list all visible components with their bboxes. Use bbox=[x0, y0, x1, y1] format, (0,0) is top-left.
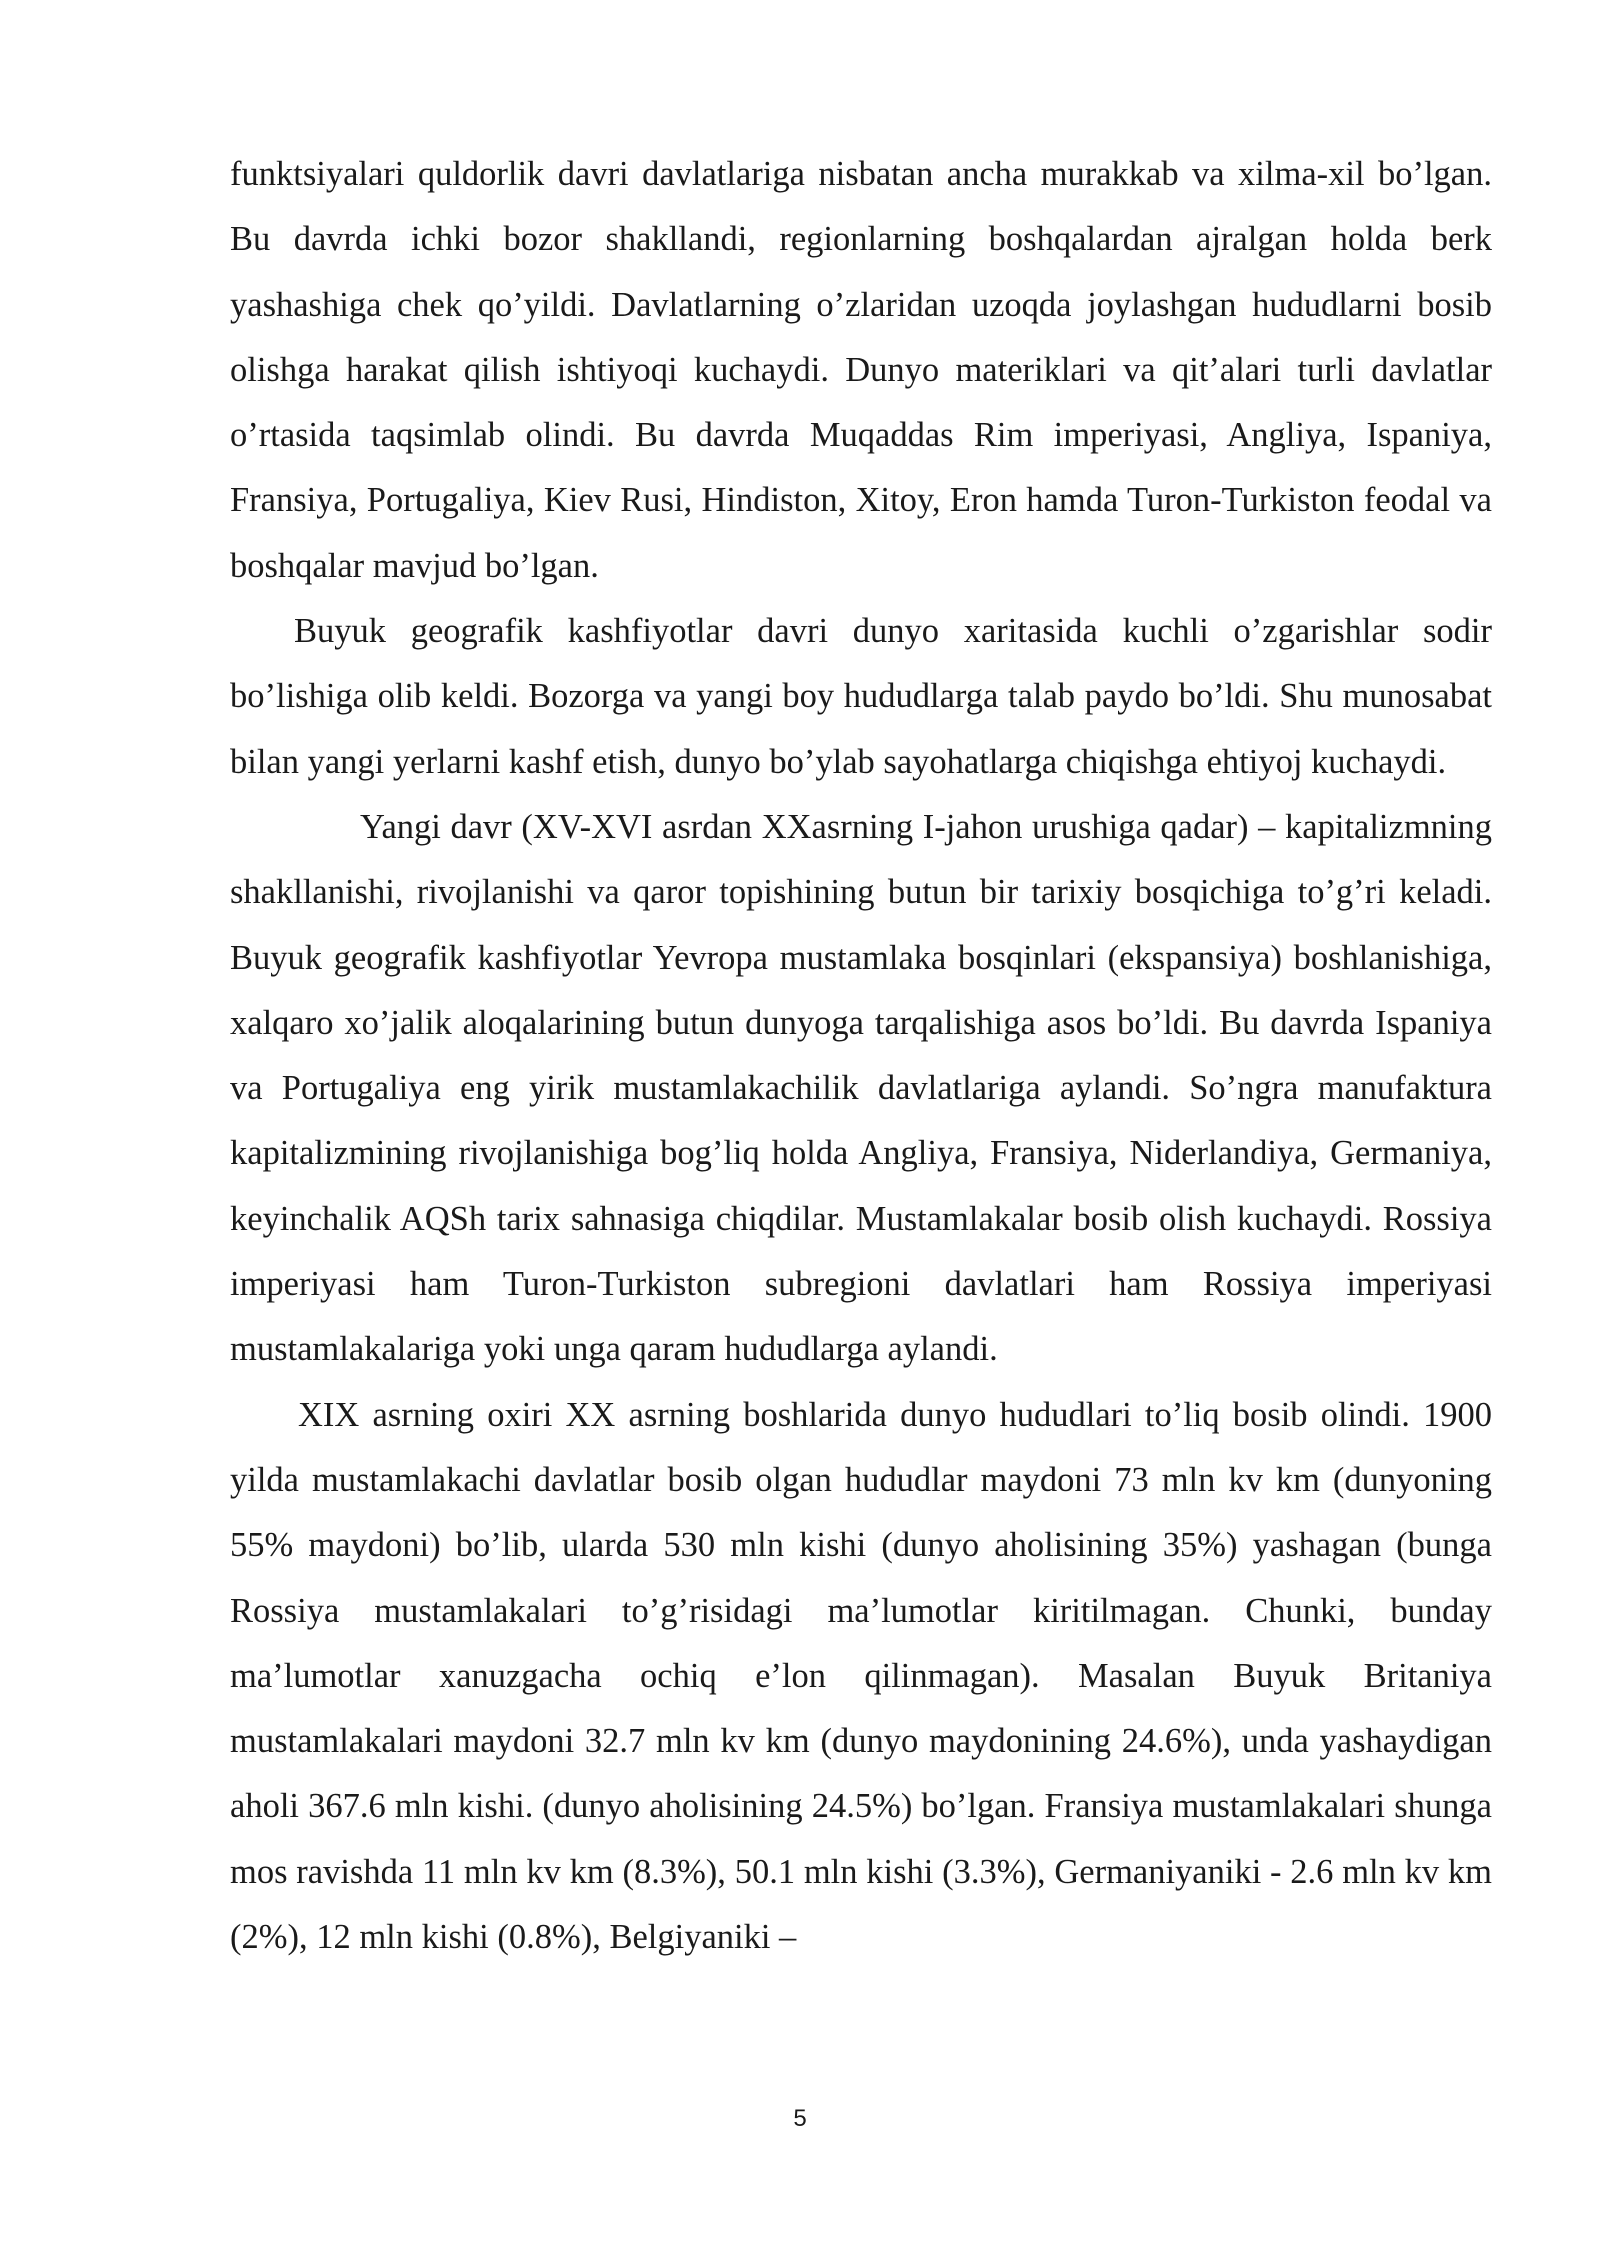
paragraph-colonial-statistics: XIX asrning oxiri XX asrning boshlarida dunyo hududlari to’liq bosib olindi. 1900 yilda mustamlakachi davlatlar bosib olgan hududlar maydoni 73 mln kv km (dunyoning 55% maydoni) bo’lib, ularda 530 mln kishi (dunyo aholisining 35%) yashagan (bunga Rossiya mustamlakalari to’g’risidagi ma’lumotlar kiritilmagan. Chunki, bunday ma’lumotlar xanuzgacha ochiq e’lon qilinmagan). Masalan Buyuk Britaniya mustamlakalari maydoni 32.7 mln kv km (dunyo maydonining 24.6%), unda yashaydigan aholi 367.6 mln kishi. (dunyo aholisining 24.5%) bo’lgan. Fransiya mustamlakalari shunga mos ravishda 11 mln kv km (8.3%), 50.1 mln kishi (3.3%), Germaniyaniki - 2.6 mln kv km (2%), 12 mln kishi (0.8%), Belgiyaniki – bbox=[230, 1395, 1492, 1957]
paragraph-new-era: Yangi davr (XV-XVI asrdan XXasrning I-jahon urushiga qadar) – kapitalizmning shakllanishi, rivojlanishi va qaror topishining butun bir tarixiy bosqichiga to’g’ri keladi. Buyuk geografik kashfiyotlar Yevropa mustamlaka bosqinlari (ekspansiya) boshlanishiga, xalqaro xo’jalik aloqalarining butun dunyoga tarqalishiga asos bo’ldi. Bu davrda Ispaniya va Portugaliya eng yirik mustamlakachilik davlatlariga aylandi. So’ngra manufaktura kapitalizmining rivojlanishiga bog’liq holda Angliya, Fransiya, Niderlandiya, Germaniya, keyinchalik AQSh tarix sahnasiga chiqdilar. Mustamlakalar bosib olish kuchaydi. Rossiya imperiyasi ham Turon-Turkiston subregioni davlatlari ham Rossiya imperiyasi mustamlakalariga yoki unga qaram hududlarga aylandi. bbox=[230, 807, 1492, 1369]
paragraph-geographic-discoveries: Buyuk geografik kashfiyotlar davri dunyo xaritasida kuchli o’zgarishlar sodir bo’lishiga olib keldi. Bozorga va yangi boy hududlarga talab paydo bo’ldi. Shu munosabat bilan yangi yerlarni kashf etish, dunyo bo’ylab sayohatlarga chiqishga ehtiyoj kuchaydi. bbox=[230, 612, 1492, 781]
document-body bbox=[230, 142, 1492, 1970]
paragraph-feudal-states: funktsiyalari quldorlik davri davlatlariga nisbatan ancha murakkab va xilma-xil bo’lgan. Bu davrda ichki bozor shakllandi, regionlarning boshqalardan ajralgan holda berk yashashiga chek qo’yildi. Davlatlarning o’zlaridan uzoqda joylashgan hududlarni bosib olishga harakat qilish ishtiyoqi kuchaydi. Dunyo materiklari va qit’alari turli davlatlar o’rtasida taqsimlab olindi. Bu davrda Muqaddas Rim imperiyasi, Angliya, Ispaniya, Fransiya, Portugaliya, Kiev Rusi, Hindiston, Xitoy, Eron hamda Turon-Turkiston feodal va boshqalar mavjud bo’lgan. bbox=[230, 155, 1492, 585]
page-number: 5 bbox=[793, 2105, 807, 2132]
